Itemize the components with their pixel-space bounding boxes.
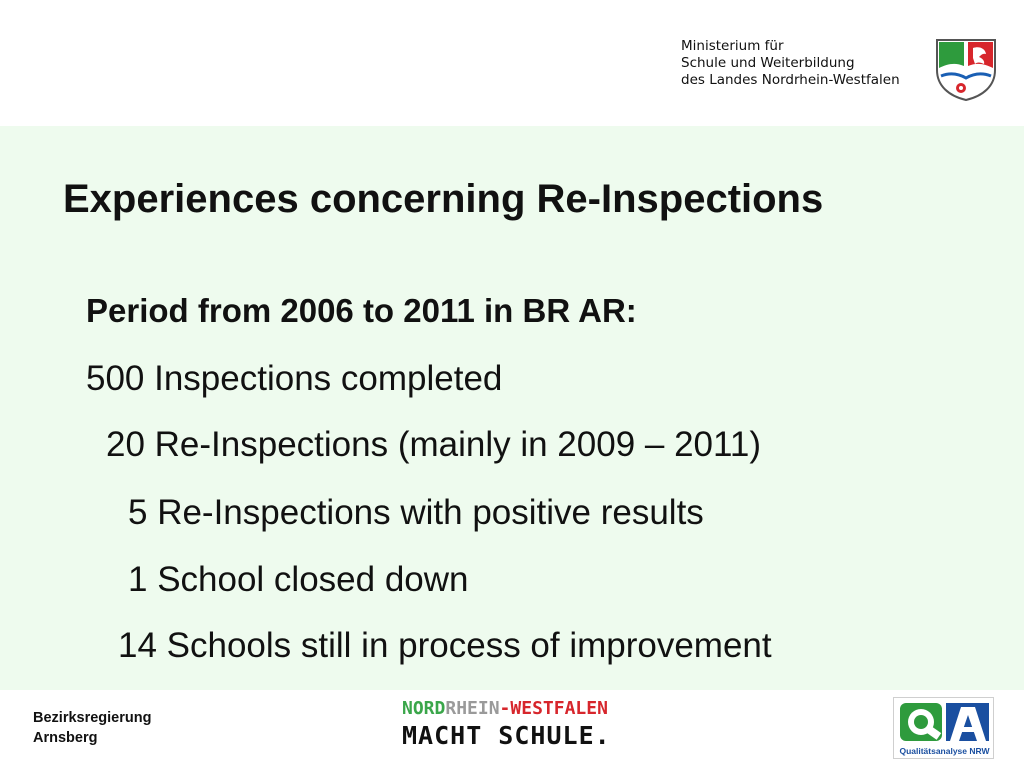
stat-line: 20 Re-Inspections (mainly in 2009 – 2011) <box>106 425 762 464</box>
qa-logo-icon <box>898 701 991 744</box>
qa-logo <box>893 697 994 759</box>
ministry-line-1: Ministerium für <box>681 38 784 54</box>
slide-title: Experiences concerning Re-Inspections <box>63 177 824 221</box>
nrw-coat-of-arms-icon <box>933 36 999 102</box>
ministry-line-2: Schule und Weiterbildung <box>681 55 855 71</box>
nrw-macht-schule-logo <box>402 698 611 750</box>
nrw-logo-nord: NORD <box>402 698 446 719</box>
qa-logo-label: Qualitätsanalyse NRW <box>899 746 990 756</box>
bezirk-line-2: Arnsberg <box>33 730 98 746</box>
ministry-line-3: des Landes Nordrhein-Westfalen <box>681 72 900 88</box>
nrw-logo-tagline: MACHT SCHULE. <box>402 721 611 750</box>
nrw-logo-wordmark <box>402 698 611 719</box>
stat-line: 500 Inspections completed <box>86 359 503 398</box>
nrw-logo-westfalen: WESTFALEN <box>510 698 608 719</box>
bezirksregierung-label <box>33 708 151 748</box>
nrw-logo-rhein: RHEIN <box>445 698 500 719</box>
slide-header <box>0 0 1024 126</box>
stat-line: 1 School closed down <box>128 560 469 599</box>
stat-line: 5 Re-Inspections with positive results <box>128 493 704 532</box>
stat-line: 14 Schools still in process of improvement <box>118 626 772 665</box>
nrw-logo-dash: - <box>499 698 511 719</box>
period-heading: Period from 2006 to 2011 in BR AR: <box>86 292 637 329</box>
bezirk-line-1: Bezirksregierung <box>33 710 152 726</box>
ministry-name <box>681 38 900 89</box>
